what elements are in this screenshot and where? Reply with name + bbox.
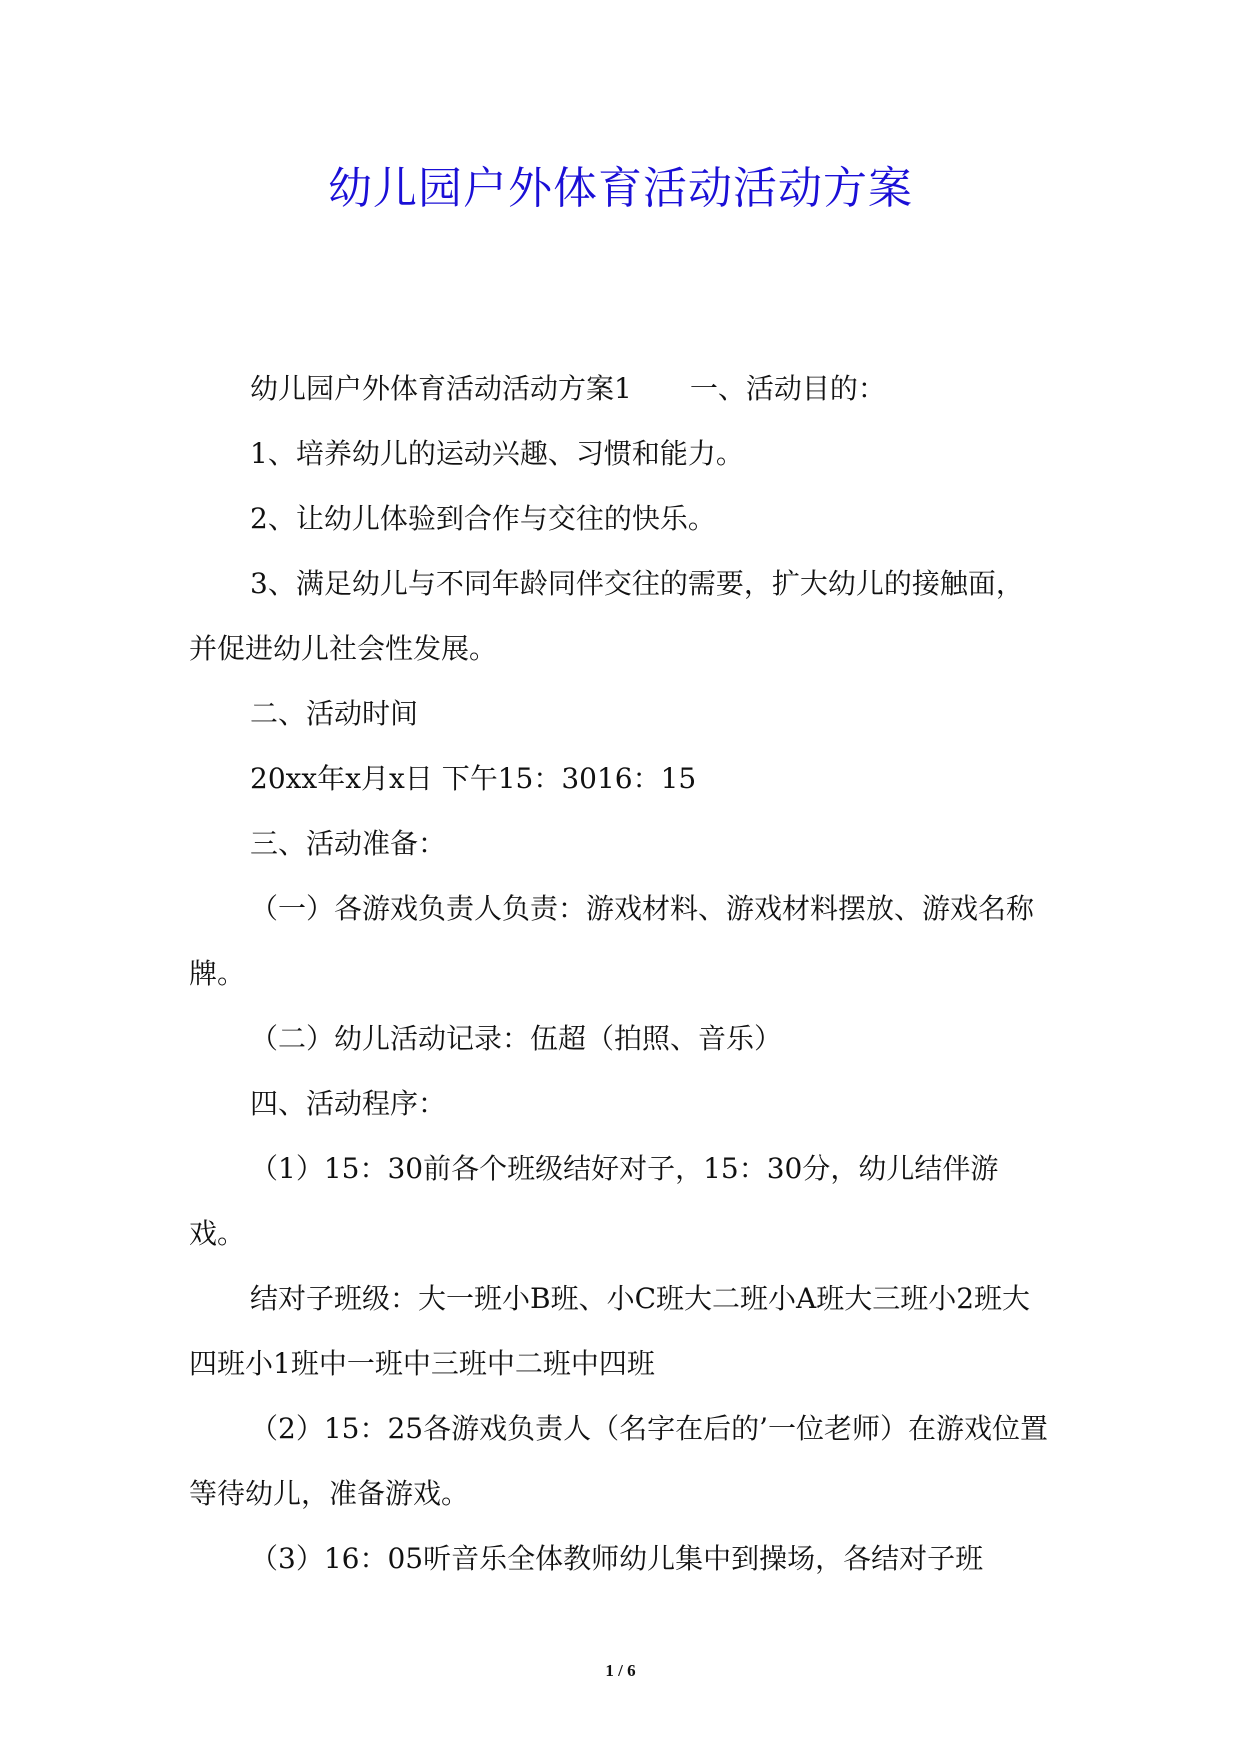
goal-item-1: 1、培养幼儿的运动兴趣、习惯和能力。 [250, 437, 744, 470]
intro-heading: 幼儿园户外体育活动活动方案1 [250, 372, 632, 405]
prep-item-2: （二）幼儿活动记录：伍超（拍照、音乐） [250, 1022, 783, 1055]
section1-heading: 一、活动目的： [689, 372, 886, 405]
document-body [189, 356, 1051, 1591]
procedure-step-3: （3）16：05听音乐全体教师幼儿集中到操场，各结对子班 [250, 1542, 984, 1575]
intro-line [189, 356, 1051, 421]
pairing-classes: 结对子班级：大一班小B班、小C班大二班小A班大三班小2班大四班小1班中一班中三班中二班中四班 [189, 1282, 1031, 1380]
procedure-step-1: （1）15：30前各个班级结好对子，15：30分，幼儿结伴游戏。 [189, 1152, 999, 1250]
section3-heading: 三、活动准备： [250, 827, 447, 860]
section4-heading: 四、活动程序： [250, 1087, 447, 1120]
document-title: 幼儿园户外体育活动活动方案 [328, 163, 913, 214]
section2-heading: 二、活动时间 [250, 697, 419, 730]
goal-item-3: 3、满足幼儿与不同年龄同伴交往的需要，扩大幼儿的接触面，并促进幼儿社会性发展。 [189, 567, 1024, 665]
prep-item-1: （一）各游戏负责人负责：游戏材料、游戏材料摆放、游戏名称牌。 [189, 892, 1035, 990]
page-number: 1 / 6 [605, 1661, 636, 1680]
activity-time: 20xx年x月x日 下午15：3016：15 [250, 762, 697, 795]
procedure-step-2: （2）15：25各游戏负责人（名字在后的’一位老师）在游戏位置等待幼儿，准备游戏。 [189, 1412, 1048, 1510]
goal-item-2: 2、让幼儿体验到合作与交往的快乐。 [250, 502, 716, 535]
